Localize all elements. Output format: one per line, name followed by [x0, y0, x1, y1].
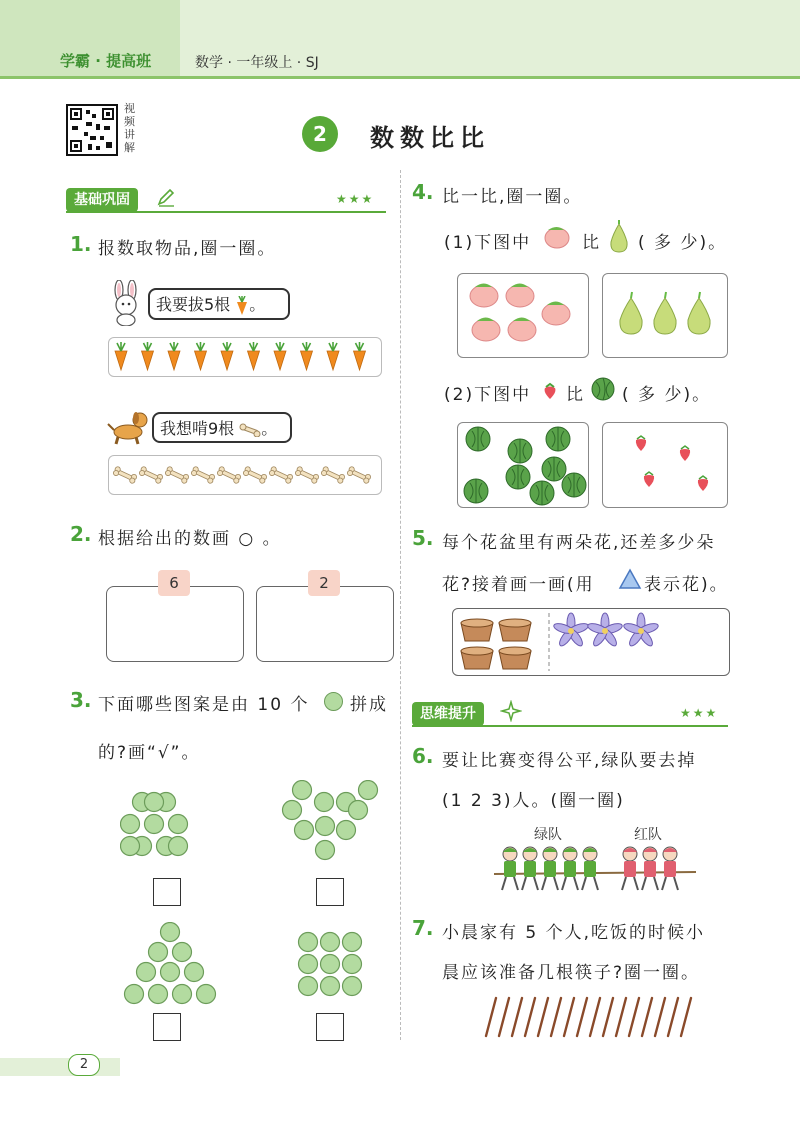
circle-mark: [121, 815, 140, 834]
carrot-icon: [327, 342, 339, 370]
tug-of-war-illustration: [490, 844, 700, 900]
question-text: 要让比赛变得公平,绿队要去掉: [442, 751, 697, 771]
circle-mark: [149, 943, 168, 962]
chopstick-icon: [629, 998, 639, 1036]
peach-icon: [506, 284, 534, 308]
carrot-icon: [274, 342, 286, 370]
player-icon: [622, 847, 638, 890]
pattern-triangle: [120, 922, 220, 1010]
pear-icon: [606, 220, 632, 258]
question-number: 7.: [412, 916, 434, 940]
question-text: 根据给出的数画 ○ 。: [98, 529, 282, 549]
player-icon: [642, 847, 658, 890]
bone-icon: [113, 466, 138, 484]
chopstick-icon: [512, 998, 522, 1036]
watermelon-icon: [506, 465, 530, 489]
circle-mark: [359, 781, 378, 800]
circle-mark: [295, 821, 314, 840]
question-text: 比一比,圈一圈。: [442, 187, 583, 207]
pattern-heart: [280, 780, 380, 870]
chopstick-icon: [603, 998, 613, 1036]
question-text: 拼成: [350, 695, 388, 715]
carrot-icon: [235, 296, 249, 316]
chopstick-icon: [616, 998, 626, 1036]
circle-mark: [321, 977, 340, 996]
bone-strip: [108, 455, 382, 495]
circle-mark: [316, 841, 335, 860]
rabbit-icon: [106, 280, 146, 330]
sub-question-text: 比: [582, 233, 601, 253]
circle-mark: [343, 955, 362, 974]
watermelon-icon: [562, 473, 586, 497]
peach-icon: [472, 318, 500, 342]
flowerpot-icon: [461, 647, 493, 669]
answer-box[interactable]: [153, 1013, 181, 1041]
bone-icon: [191, 466, 216, 484]
peach-icon: [470, 284, 498, 308]
watermelon-icon: [466, 427, 490, 451]
circle-mark: [145, 815, 164, 834]
draw-card[interactable]: [106, 586, 244, 662]
circle-mark: [149, 985, 168, 1004]
question-text: 报数取物品,圈一圈。: [98, 239, 277, 259]
bone-icon: [239, 423, 261, 437]
sparkle-icon: [500, 700, 522, 726]
header-divider: [0, 76, 800, 79]
chopstick-icon: [668, 998, 678, 1036]
column-divider: [400, 170, 401, 1040]
chopstick-icon: [486, 998, 496, 1036]
question-text: 晨应该准备几根筷子?圈一圈。: [442, 963, 701, 983]
answer-box[interactable]: [316, 1013, 344, 1041]
circle-mark: [173, 943, 192, 962]
team-label-red: 红队: [634, 827, 662, 843]
sub-question-text: (2)下图中: [444, 385, 532, 405]
flowerpot-box[interactable]: [452, 608, 730, 676]
triangle-icon: [618, 568, 642, 594]
watermelon-icon: [530, 481, 554, 505]
question-text: 每个花盆里有两朵花,还差多少朵: [442, 533, 716, 553]
answer-box[interactable]: [153, 878, 181, 906]
circle-icon: [324, 692, 343, 711]
flower-icon: [587, 613, 624, 648]
chopstick-icon: [538, 998, 548, 1036]
pear-icon: [654, 292, 676, 334]
bone-icon: [139, 466, 164, 484]
circle-mark: [299, 955, 318, 974]
sub-question-options[interactable]: ( 多 少)。: [638, 233, 728, 253]
flowerpot-icon: [499, 647, 531, 669]
circle-mark: [299, 977, 318, 996]
chopsticks-row[interactable]: [478, 996, 698, 1042]
section-tag-basic: 基础巩固: [66, 188, 138, 212]
number-tag: 6: [158, 570, 190, 596]
strawberry-icon: [698, 476, 708, 491]
circle-mark: [169, 837, 188, 856]
flower-icon: [553, 613, 590, 648]
qr-label: 视频讲解: [124, 102, 135, 154]
circle-mark: [321, 955, 340, 974]
lesson-title: 数数比比: [370, 124, 490, 152]
carrot-icon: [221, 342, 233, 370]
player-icon: [582, 847, 598, 890]
carrot-icon: [142, 342, 154, 370]
bone-icon: [295, 466, 320, 484]
circle-mark: [316, 817, 335, 836]
peach-icon: [542, 222, 572, 254]
chopstick-icon: [499, 998, 509, 1036]
question-text: 花?接着画一画(用: [442, 575, 595, 595]
circle-mark: [169, 815, 188, 834]
qr-code-icon[interactable]: [66, 104, 118, 156]
circle-mark: [125, 985, 144, 1004]
watermelon-icon: [542, 457, 566, 481]
carrot-icon: [168, 342, 180, 370]
watermelon-icon: [464, 479, 488, 503]
flowerpot-icon: [461, 619, 493, 641]
circle-mark: [161, 923, 180, 942]
subject-title: 数学 · 一年级上 · SJ: [195, 55, 319, 71]
peach-icon: [508, 318, 536, 342]
speech-bubble-rabbit: 我要拔5根 。: [148, 288, 290, 320]
chopstick-icon: [525, 998, 535, 1036]
chopstick-icon: [590, 998, 600, 1036]
pattern-rectangle: [296, 930, 376, 1000]
player-icon: [562, 847, 578, 890]
question-number: 6.: [412, 744, 434, 768]
question-text: 小晨家有 5 个人,吃饭的时候小: [442, 923, 706, 943]
sub-question-text: (1)下图中: [444, 233, 532, 253]
chopstick-icon: [577, 998, 587, 1036]
strawberry-icon: [636, 436, 646, 451]
question-text: 表示花)。: [644, 575, 729, 595]
footer-band: [0, 1058, 120, 1076]
bone-icon: [269, 466, 294, 484]
number-tag: 2: [308, 570, 340, 596]
player-icon: [542, 847, 558, 890]
brand-title: 学霸 · 提高班: [60, 52, 152, 70]
bone-icon: [347, 466, 372, 484]
team-label-green: 绿队: [534, 827, 562, 843]
section-tag-advanced: 思维提升: [412, 702, 484, 726]
player-icon: [662, 847, 678, 890]
pear-icon: [688, 292, 710, 334]
pear-icon: [620, 292, 642, 334]
question-number: 2.: [70, 522, 92, 546]
dog-icon: [106, 406, 150, 450]
bubble-text: 我要拔5根: [156, 295, 231, 314]
carrot-icon: [301, 342, 313, 370]
carrot-icon: [195, 342, 207, 370]
page-number: 2: [68, 1054, 100, 1076]
circle-mark: [321, 933, 340, 952]
watermelon-icon: [546, 427, 570, 451]
player-icon: [502, 847, 518, 890]
question-number: 5.: [412, 526, 434, 550]
flowerpot-icon: [499, 619, 531, 641]
carrot-icon: [115, 342, 127, 370]
chopstick-icon: [551, 998, 561, 1036]
circle-mark: [185, 963, 204, 982]
chopstick-icon: [564, 998, 574, 1036]
sub-question-options[interactable]: ( 多 少)。: [622, 385, 712, 405]
difficulty-stars: ★★★: [336, 192, 375, 206]
circle-mark: [137, 963, 156, 982]
circle-mark: [145, 793, 164, 812]
circle-mark: [197, 985, 216, 1004]
circle-mark: [343, 933, 362, 952]
pear-box: [602, 273, 728, 358]
bone-icon: [165, 466, 190, 484]
draw-card[interactable]: [256, 586, 394, 662]
question-text: 的?画“√”。: [98, 743, 201, 763]
watermelon-box: [457, 422, 589, 508]
lesson-number: 2: [302, 116, 338, 152]
strawberry-icon: [542, 382, 558, 404]
player-icon: [522, 847, 538, 890]
circle-mark: [121, 837, 140, 856]
bubble-text: 我想啃9根: [160, 419, 235, 438]
circle-mark: [349, 801, 368, 820]
circle-mark: [161, 963, 180, 982]
strawberry-icon: [680, 446, 690, 461]
difficulty-stars: ★★★: [680, 706, 719, 720]
question-number: 4.: [412, 180, 434, 204]
circle-mark: [337, 821, 356, 840]
strawberry-icon: [644, 472, 654, 487]
bone-icon: [243, 466, 268, 484]
pencil-icon: [156, 188, 176, 212]
bone-icon: [321, 466, 346, 484]
flower-icon: [623, 613, 660, 648]
chopstick-icon: [642, 998, 652, 1036]
carrot-icon: [354, 342, 366, 370]
speech-bubble-dog: 我想啃9根 。: [152, 412, 292, 443]
circle-mark: [283, 801, 302, 820]
bone-icon: [217, 466, 242, 484]
watermelon-icon: [590, 376, 616, 406]
strawberry-box: [602, 422, 728, 508]
chopstick-icon: [655, 998, 665, 1036]
carrot-icon: [248, 342, 260, 370]
peach-icon: [542, 302, 570, 326]
question-options[interactable]: (1 2 3)人。(圈一圈): [442, 791, 625, 811]
carrot-strip: [108, 337, 382, 377]
sub-question-text: 比: [566, 385, 585, 405]
circle-mark: [315, 793, 334, 812]
question-text: 下面哪些图案是由 10 个: [98, 695, 310, 715]
chopstick-icon: [681, 998, 691, 1036]
peach-box: [457, 273, 589, 358]
question-number: 3.: [70, 688, 92, 712]
watermelon-icon: [508, 439, 532, 463]
circle-mark: [293, 781, 312, 800]
circle-mark: [343, 977, 362, 996]
circle-mark: [299, 933, 318, 952]
pattern-flower: [120, 790, 200, 870]
section-line-basic: [66, 211, 386, 213]
question-number: 1.: [70, 232, 92, 256]
circle-mark: [173, 985, 192, 1004]
section-line-advanced: [412, 725, 728, 727]
answer-box[interactable]: [316, 878, 344, 906]
